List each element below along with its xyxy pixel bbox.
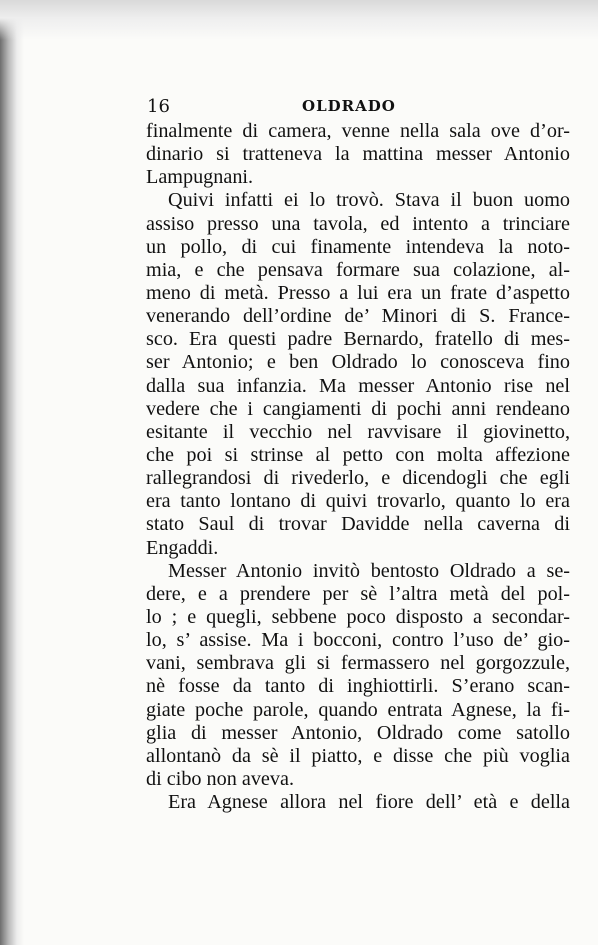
text-line: dinario si tratteneva la mattina messer Antonio — [146, 143, 570, 166]
page-top-shadow — [0, 0, 598, 40]
text-line: assiso presso una tavola, ed intento a trinciare — [146, 212, 570, 235]
page-header — [147, 96, 567, 120]
text-line: sco. Era questi padre Bernardo, fratello di mes- — [146, 328, 570, 351]
text-line: Era Agnese allora nel fiore dell’ età e della — [168, 791, 570, 814]
text-line: vani, sembrava gli si fermassero nel gorgozzule, — [146, 652, 570, 675]
text-line: Messer Antonio invitò bentosto Oldrado a se- — [168, 559, 570, 582]
text-line: lo, s’ assise. Ma i bocconi, contro l’uso de’ gio- — [146, 629, 570, 652]
text-line: dalla sua infanzia. Ma messer Antonio rise nel — [146, 374, 570, 397]
text-line: vedere che i cangiamenti di pochi anni rendeano — [146, 397, 570, 420]
text-line: finalmente di camera, venne nella sala ove d’or- — [146, 120, 570, 142]
text-line: un pollo, di cui finamente intendeva la noto- — [146, 235, 570, 258]
running-head: OLDRADO — [302, 97, 396, 115]
text-line: Lampugnani. — [146, 166, 254, 189]
text-line: allontanò da sè il piatto, e disse che più voglia — [146, 744, 570, 767]
text-line: nè fosse da tanto di inghiottirli. S’erano scan- — [146, 675, 570, 698]
text-line: che poi si strinse al petto con molta affezione — [146, 443, 570, 466]
text-line: stato Saul di trovar Davidde nella caverna di — [146, 513, 570, 536]
page-edge-shadow — [0, 0, 24, 945]
text-line: di cibo non aveva. — [146, 767, 294, 790]
text-line: venerando dell’ordine de’ Minori di S. France- — [146, 305, 570, 328]
text-line: era tanto lontano di quivi trovarlo, quanto lo era — [146, 490, 570, 513]
text-line: giate poche parole, quando entrata Agnese, la fi- — [146, 698, 570, 721]
text-line: esitante il vecchio nel ravvisare il giovinetto, — [146, 420, 570, 443]
text-line: lo ; e quegli, sebbene poco disposto a secondar- — [146, 605, 570, 628]
text-line: glia di messer Antonio, Oldrado come satollo — [146, 721, 570, 744]
text-line: Engaddi. — [146, 536, 219, 559]
page-number: 16 — [147, 96, 170, 117]
text-line: rallegrandosi di rivederlo, e dicendogli che egli — [146, 467, 570, 490]
text-line: Quivi infatti ei lo trovò. Stava il buon uomo — [168, 189, 570, 212]
text-line: dere, e a prendere per sè l’altra metà del pol- — [146, 582, 570, 605]
body-text — [146, 120, 570, 814]
text-line: mia, e che pensava formare sua colazione, al- — [146, 258, 570, 281]
text-line: ser Antonio; e ben Oldrado lo conosceva fino — [146, 351, 570, 374]
text-line: meno di metà. Presso a lui era un frate d’aspetto — [146, 281, 570, 304]
